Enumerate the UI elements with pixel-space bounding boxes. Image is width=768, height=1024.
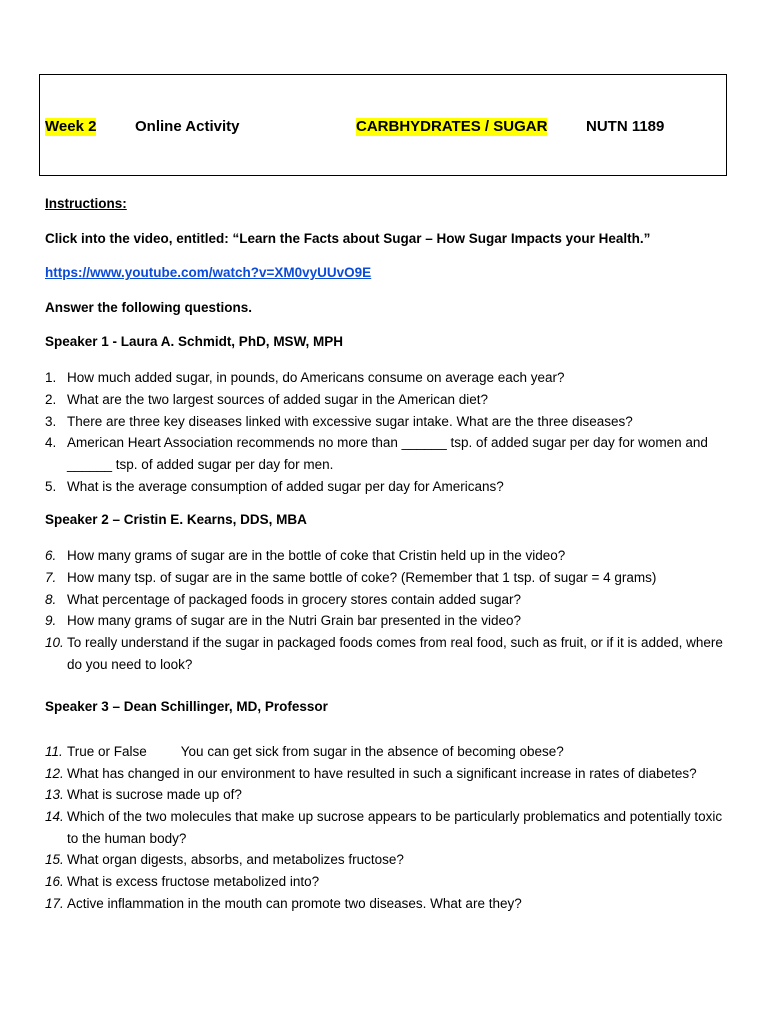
question-number: 8. [45, 592, 57, 607]
question-text: There are three key diseases linked with excessive sugar intake. What are the three diseases? [67, 414, 633, 429]
question-text: What are the two largest sources of added sugar in the American diet? [67, 392, 488, 407]
header-box [39, 74, 727, 176]
question-text: What organ digests, absorbs, and metabolizes fructose? [67, 852, 404, 867]
question-row [45, 806, 735, 849]
question-number: 16. [45, 874, 64, 889]
question-row [45, 389, 735, 411]
speaker2-heading: Speaker 2 – Cristin E. Kearns, DDS, MBA [45, 512, 307, 527]
question-text: What is sucrose made up of? [67, 787, 242, 802]
question-number: 7. [45, 570, 57, 585]
question-text: How many tsp. of sugar are in the same bottle of coke? (Remember that 1 tsp. of sugar = 4 grams) [67, 570, 657, 585]
question-row [45, 545, 735, 567]
speaker3-heading: Speaker 3 – Dean Schillinger, MD, Professor [45, 699, 328, 714]
question-row [45, 893, 735, 915]
question-row [45, 367, 735, 389]
question-text: Which of the two molecules that make up sucrose appears to be particularly problematics and potentially toxic to the human body? [67, 809, 723, 846]
question-text: How many grams of sugar are in the Nutri Grain bar presented in the video? [67, 613, 521, 628]
question-text: You can get sick from sugar in the absence of becoming obese? [180, 744, 564, 759]
question-text: What percentage of packaged foods in grocery stores contain added sugar? [67, 592, 522, 607]
question-text: What is excess fructose metabolized into? [67, 874, 320, 889]
question-number: 5. [45, 479, 57, 494]
question-text: What has changed in our environment to have resulted in such a significant increase in rates of diabetes? [67, 766, 697, 781]
question-number: 17. [45, 896, 64, 911]
topic-label: CARBHYDRATES / SUGAR [356, 118, 548, 135]
question-row [45, 871, 735, 893]
question-number: 1. [45, 370, 57, 385]
question-number: 11. [45, 744, 63, 759]
question-row [45, 784, 735, 806]
question-row [45, 567, 735, 589]
question-row [45, 589, 735, 611]
question-number: 4. [45, 435, 57, 450]
question-number: 13. [45, 787, 64, 802]
week-label: Week 2 [45, 118, 97, 135]
video-link[interactable]: https://www.youtube.com/watch?v=XM0vyUUvO9E [45, 265, 372, 280]
question-row [45, 610, 735, 632]
click-instruction: Click into the video, entitled: “Learn the Facts about Sugar – How Sugar Impacts your Health.” [45, 231, 651, 246]
question-row [45, 741, 735, 763]
question-text: Active inflammation in the mouth can promote two diseases. What are they? [67, 896, 522, 911]
question-text: What is the average consumption of added sugar per day for Americans? [67, 479, 504, 494]
question-number: 3. [45, 414, 57, 429]
question-number: 9. [45, 613, 57, 628]
question-number: 15. [45, 852, 64, 867]
question-number: 14. [45, 809, 64, 824]
answer-prompt: Answer the following questions. [45, 300, 253, 315]
activity-label: Online Activity [135, 118, 240, 135]
question-number: 12. [45, 766, 64, 781]
question-row [45, 849, 735, 871]
question-text: To really understand if the sugar in packaged foods comes from real food, such as fruit, or if it is added, where do you need to look? [67, 635, 723, 672]
question-row [45, 476, 735, 498]
question-text: How much added sugar, in pounds, do Americans consume on average each year? [67, 370, 565, 385]
instructions-heading: Instructions: [45, 196, 127, 211]
question-row [45, 763, 735, 785]
course-label: NUTN 1189 [586, 118, 665, 135]
question-row [45, 411, 735, 433]
question-number: 6. [45, 548, 57, 563]
question-text: How many grams of sugar are in the bottle of coke that Cristin held up in the video? [67, 548, 566, 563]
question-row [45, 432, 735, 475]
question-number: 2. [45, 392, 57, 407]
question-text: American Heart Association recommends no more than ______ tsp. of added sugar per day for women and ______ tsp. of added sugar per day for men. [67, 435, 708, 472]
question-row [45, 632, 735, 675]
question-number: 10. [45, 635, 64, 650]
true-false-label: True or False [67, 744, 147, 759]
speaker1-heading: Speaker 1 - Laura A. Schmidt, PhD, MSW, MPH [45, 334, 344, 349]
